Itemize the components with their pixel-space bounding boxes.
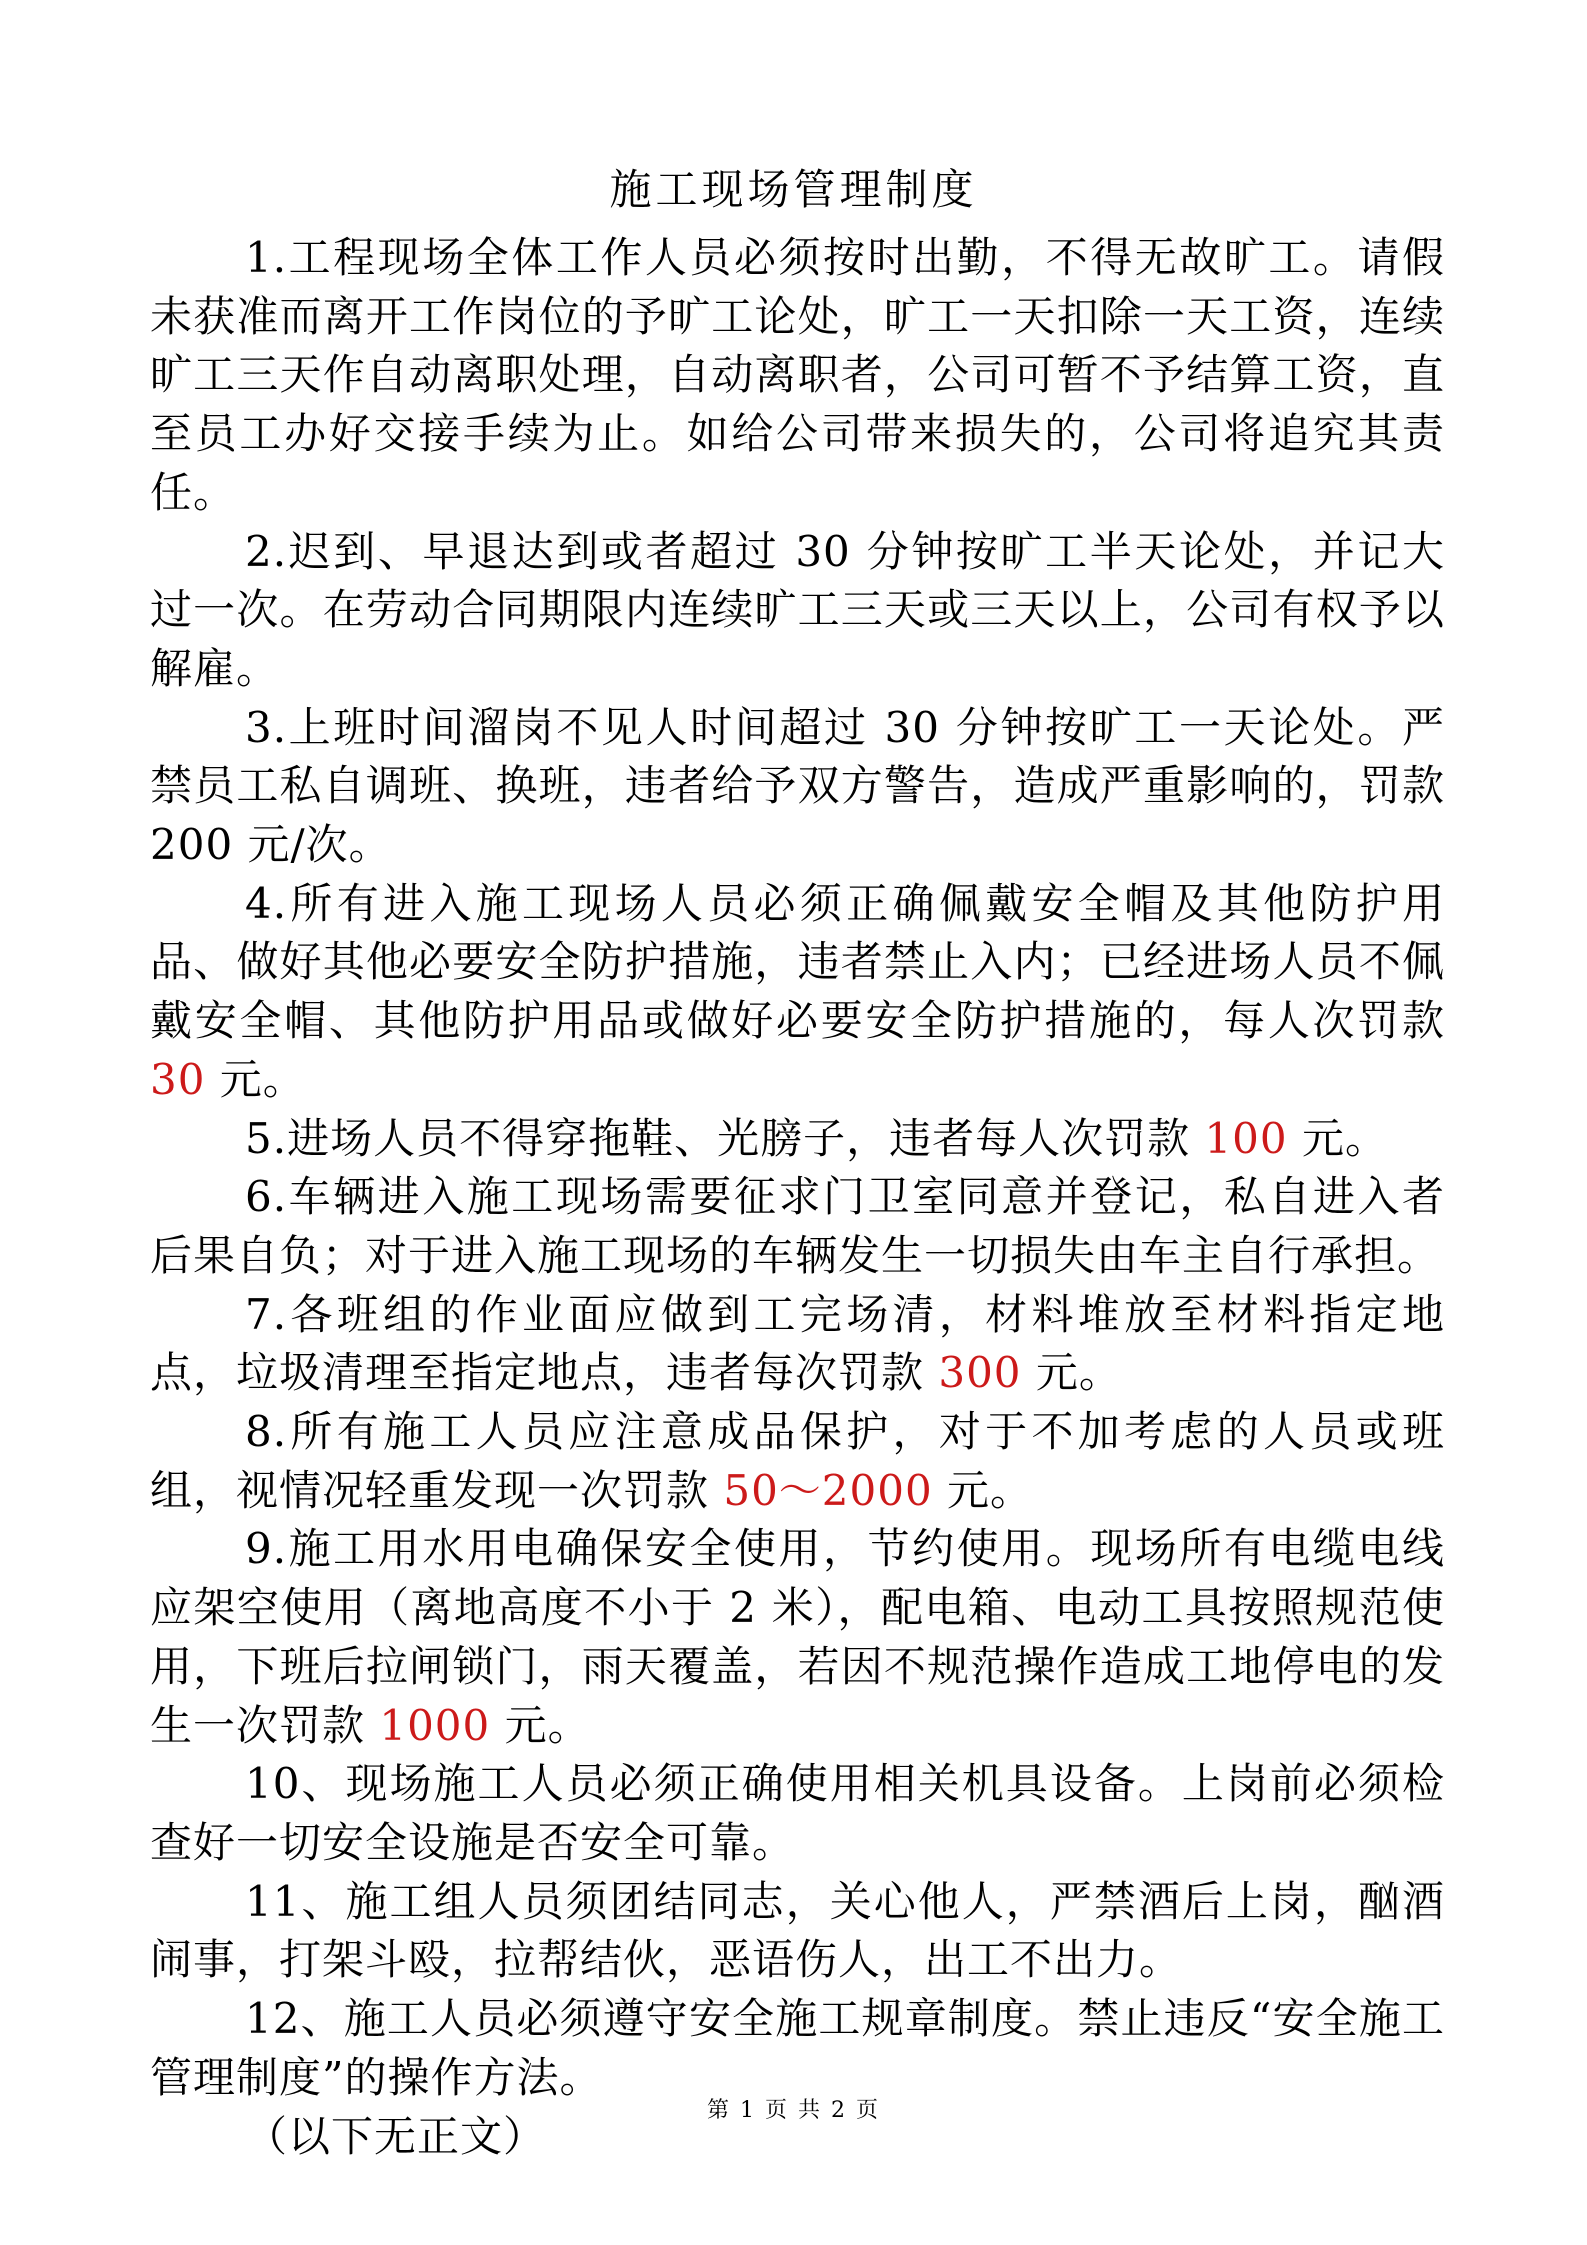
paragraph-10 xyxy=(150,1755,1445,1872)
paragraph-text: 4.所有进入施工现场人员必须正确佩戴安全帽及其他防护用品、做好其他必要安全防护措施，违者禁止入内；已经进场人员不佩戴安全帽、其他防护用品或做好必要安全防护措施的，每人次罚款 xyxy=(150,878,1445,1046)
paragraph-text: 10、现场施工人员必须正确使用相关机具设备。上岗前必须检查好一切安全设施是否安全可靠。 xyxy=(150,1759,1445,1867)
paragraph-text: 9.施工用水用电确保安全使用，节约使用。现场所有电缆电线应架空使用（离地高度不小于 2 米），配电箱、电动工具按照规范使用，下班后拉闸锁门，雨天覆盖，若因不规范操作造成工地停电的发生一次罚款 xyxy=(150,1524,1445,1750)
paragraph-6 xyxy=(150,1168,1445,1285)
paragraph-text: 6.车辆进入施工现场需要征求门卫室同意并登记，私自进入者后果自负；对于进入施工现场的车辆发生一切损失由车主自行承担。 xyxy=(150,1172,1445,1280)
paragraph-text: 1.工程现场全体工作人员必须按时出勤，不得无故旷工。请假未获准而离开工作岗位的予旷工论处，旷工一天扣除一天工资，连续旷工三天作自动离职处理，自动离职者，公司可暂不予结算工资，直至员工办好交接手续为止。如给公司带来损失的，公司将追究其责任。 xyxy=(150,233,1445,517)
paragraph-3 xyxy=(150,699,1445,875)
paragraph-text: 元。 xyxy=(490,1700,591,1750)
paragraph-1 xyxy=(150,229,1445,523)
paragraph-11 xyxy=(150,1873,1445,1990)
paragraph-text: 3.上班时间溜岗不见人时间超过 30 分钟按旷工一天论处。严禁员工私自调班、换班，违者给予双方警告，造成严重影响的，罚款 200 元/次。 xyxy=(150,702,1445,870)
paragraph-text: 元。 xyxy=(932,1465,1034,1515)
end-note: （以下无正文） xyxy=(245,2111,547,2161)
paragraph-text: 元。 xyxy=(1021,1348,1122,1398)
fine-amount: 300 xyxy=(938,1348,1022,1398)
paragraph-2 xyxy=(150,523,1445,699)
paragraph-text: 7.各班组的作业面应做到工完场清，材料堆放至材料指定地点，垃圾清理至指定地点，违者每次罚款 xyxy=(150,1289,1445,1398)
paragraph-text: 元。 xyxy=(1287,1113,1388,1163)
paragraph-9 xyxy=(150,1520,1445,1755)
fine-amount: 50～2000 xyxy=(723,1465,933,1515)
paragraph-12 xyxy=(150,1990,1445,2107)
paragraph-text: 12、施工人员必须遵守安全施工规章制度。禁止违反“安全施工管理制度”的操作方法。 xyxy=(150,1994,1445,2102)
fine-amount: 1000 xyxy=(379,1700,491,1750)
paragraph-4 xyxy=(150,875,1445,1110)
document-title: 施工现场管理制度 xyxy=(609,165,978,214)
paragraph-text: 元。 xyxy=(205,1054,306,1104)
fine-amount: 30 xyxy=(150,1054,206,1104)
page-footer: 第 1 页 共 2 页 xyxy=(707,2098,880,2123)
paragraph-text: 2.迟到、早退达到或者超过 30 分钟按旷工半天论处，并记大过一次。在劳动合同期限内连续旷工三天或三天以上，公司有权予以解雇。 xyxy=(150,526,1445,693)
paragraph-8 xyxy=(150,1403,1445,1520)
paragraph-text: 11、施工组人员须团结同志，关心他人，严禁酒后上岗，酗酒闹事，打架斗殴，拉帮结伙，恶语伤人，出工不出力。 xyxy=(150,1876,1445,1985)
paragraph-7 xyxy=(150,1286,1445,1403)
paragraph-text: 8.所有施工人员应注意成品保护，对于不加考虑的人员或班组，视情况轻重发现一次罚款 xyxy=(150,1407,1445,1515)
document-body xyxy=(150,229,1445,2166)
fine-amount: 100 xyxy=(1204,1113,1288,1163)
paragraph-text: 5.进场人员不得穿拖鞋、光膀子，违者每人次罚款 xyxy=(245,1113,1205,1163)
paragraph-5 xyxy=(150,1110,1445,1169)
